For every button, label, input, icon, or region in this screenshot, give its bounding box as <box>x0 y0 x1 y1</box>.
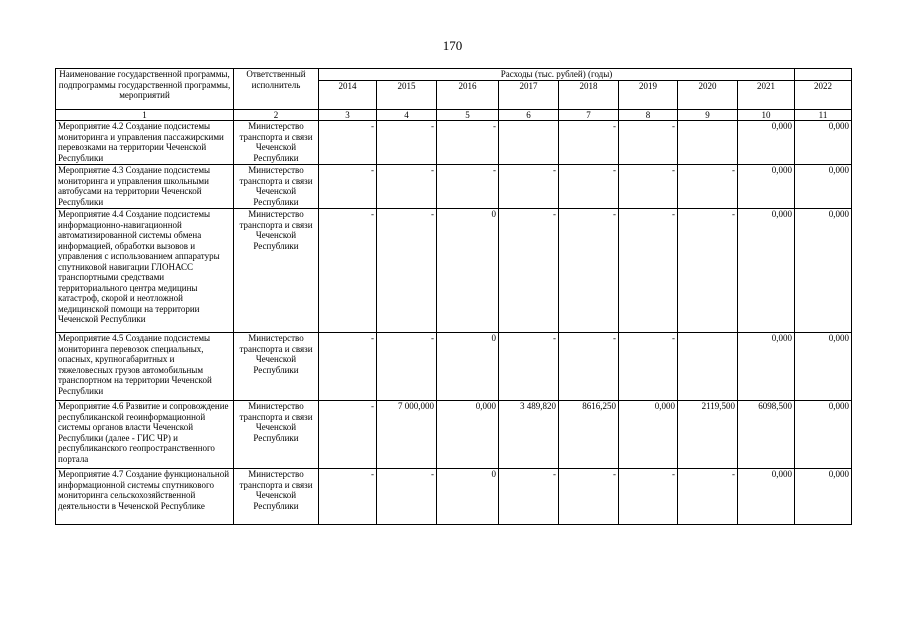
header-year: 2015 <box>377 80 437 109</box>
expense-value: - <box>377 165 437 209</box>
expense-value: - <box>377 469 437 525</box>
column-number-row <box>56 109 852 121</box>
measure-name: Мероприятие 4.2 Создание подсистемы мониторинга и управления пассажирскими перевозками на территории Чеченской Республики <box>56 121 234 165</box>
header-row-top <box>56 69 852 81</box>
header-year: 2021 <box>738 80 795 109</box>
responsible-executor: Министерство транспорта и связи Чеченской Республики <box>234 121 319 165</box>
expense-value: 0,000 <box>795 401 852 469</box>
expense-value: - <box>319 121 377 165</box>
column-number: 4 <box>377 109 437 121</box>
responsible-executor: Министерство транспорта и связи Чеченской Республики <box>234 333 319 401</box>
expense-value: - <box>559 333 619 401</box>
expense-value: - <box>377 333 437 401</box>
table-row <box>56 209 852 333</box>
expense-value: - <box>619 121 678 165</box>
expense-value: 0,000 <box>437 401 499 469</box>
header-expenses-blank <box>795 69 852 81</box>
expense-value: - <box>619 469 678 525</box>
measure-name: Мероприятие 4.3 Создание подсистемы мониторинга и управления школьными автобусами на территории Чеченской Республики <box>56 165 234 209</box>
expense-value: - <box>499 209 559 333</box>
column-number: 10 <box>738 109 795 121</box>
header-year: 2017 <box>499 80 559 109</box>
expense-value: 6098,500 <box>738 401 795 469</box>
table-row <box>56 165 852 209</box>
header-expenses: Расходы (тыс. рублей) (годы) <box>319 69 795 81</box>
expense-value: 7 000,000 <box>377 401 437 469</box>
responsible-executor: Министерство транспорта и связи Чеченской Республики <box>234 165 319 209</box>
expense-value: - <box>319 209 377 333</box>
expense-value: - <box>319 469 377 525</box>
expense-value: - <box>319 165 377 209</box>
expense-value: - <box>678 165 738 209</box>
table-row <box>56 401 852 469</box>
expense-value: 3 489,820 <box>499 401 559 469</box>
expense-value: - <box>499 469 559 525</box>
responsible-executor: Министерство транспорта и связи Чеченской Республики <box>234 401 319 469</box>
expense-value: - <box>437 165 499 209</box>
header-year: 2016 <box>437 80 499 109</box>
expense-value: 0 <box>437 469 499 525</box>
expense-value: 0,000 <box>795 469 852 525</box>
column-number: 1 <box>56 109 234 121</box>
expense-value: 0,000 <box>738 469 795 525</box>
expenses-table <box>55 68 852 525</box>
header-year: 2022 <box>795 80 852 109</box>
column-number: 7 <box>559 109 619 121</box>
expense-value: 0 <box>437 209 499 333</box>
column-number: 3 <box>319 109 377 121</box>
expense-value: 8616,250 <box>559 401 619 469</box>
header-year: 2014 <box>319 80 377 109</box>
expense-value: - <box>678 469 738 525</box>
expense-value: - <box>619 209 678 333</box>
expense-value: 0,000 <box>738 209 795 333</box>
expense-value: - <box>559 209 619 333</box>
expense-value: 0 <box>437 333 499 401</box>
expense-value: - <box>437 121 499 165</box>
expense-value: - <box>619 333 678 401</box>
expense-value: 0,000 <box>738 121 795 165</box>
measure-name: Мероприятие 4.6 Развитие и сопровождение республиканской геоинформационной системы органов власти Чеченской Республики (далее - ГИС ЧР) и республиканского геопространственного портала <box>56 401 234 469</box>
column-number: 9 <box>678 109 738 121</box>
expense-value: 0,000 <box>795 165 852 209</box>
page-number: 170 <box>442 38 463 53</box>
header-year: 2018 <box>559 80 619 109</box>
responsible-executor: Министерство транспорта и связи Чеченской Республики <box>234 209 319 333</box>
header-year: 2019 <box>619 80 678 109</box>
table-row <box>56 469 852 525</box>
expense-value: 0,000 <box>795 333 852 401</box>
expense-value: - <box>559 165 619 209</box>
header-year: 2020 <box>678 80 738 109</box>
column-number: 8 <box>619 109 678 121</box>
measure-name: Мероприятие 4.7 Создание функциональной информационной системы спутникового мониторинга сельскохозяйственной деятельности в Чеченской Республике <box>56 469 234 525</box>
measure-name: Мероприятие 4.4 Создание подсистемы информационно-навигационной автоматизированной системы обмена информацией, обработки вызовов и управления с использованием аппаратуры спутниковой навигации ГЛОНАСС транспортными средствами территориального центра медицины катастроф, скорой и неотложной медицинской помощи на территории Чеченской Республики <box>56 209 234 333</box>
expense-value: - <box>319 401 377 469</box>
expense-value: 0,000 <box>795 209 852 333</box>
column-number: 6 <box>499 109 559 121</box>
table-row <box>56 121 852 165</box>
expense-value <box>678 121 738 165</box>
expense-value: - <box>377 209 437 333</box>
table-row <box>56 333 852 401</box>
expense-value: - <box>559 469 619 525</box>
expense-value: - <box>499 165 559 209</box>
expense-value: - <box>619 165 678 209</box>
expense-value: - <box>678 209 738 333</box>
expense-value <box>499 121 559 165</box>
expense-value: 0,000 <box>795 121 852 165</box>
expense-value: - <box>559 121 619 165</box>
header-name: Наименование государственной программы, подпрограммы государственной программы, мероприятий <box>56 69 234 110</box>
expense-value <box>678 333 738 401</box>
expense-value: - <box>499 333 559 401</box>
expense-value: 0,000 <box>738 165 795 209</box>
header-responsible: Ответственный исполнитель <box>234 69 319 110</box>
responsible-executor: Министерство транспорта и связи Чеченской Республики <box>234 469 319 525</box>
expense-value: 0,000 <box>738 333 795 401</box>
column-number: 2 <box>234 109 319 121</box>
measure-name: Мероприятие 4.5 Создание подсистемы мониторинга перевозок специальных, опасных, крупногабаритных и тяжеловесных грузов автомобильным транспортном на территории Чеченской Республики <box>56 333 234 401</box>
expense-value: 0,000 <box>619 401 678 469</box>
expense-value: - <box>319 333 377 401</box>
expense-value: - <box>377 121 437 165</box>
expense-value: 2119,500 <box>678 401 738 469</box>
column-number: 5 <box>437 109 499 121</box>
column-number: 11 <box>795 109 852 121</box>
